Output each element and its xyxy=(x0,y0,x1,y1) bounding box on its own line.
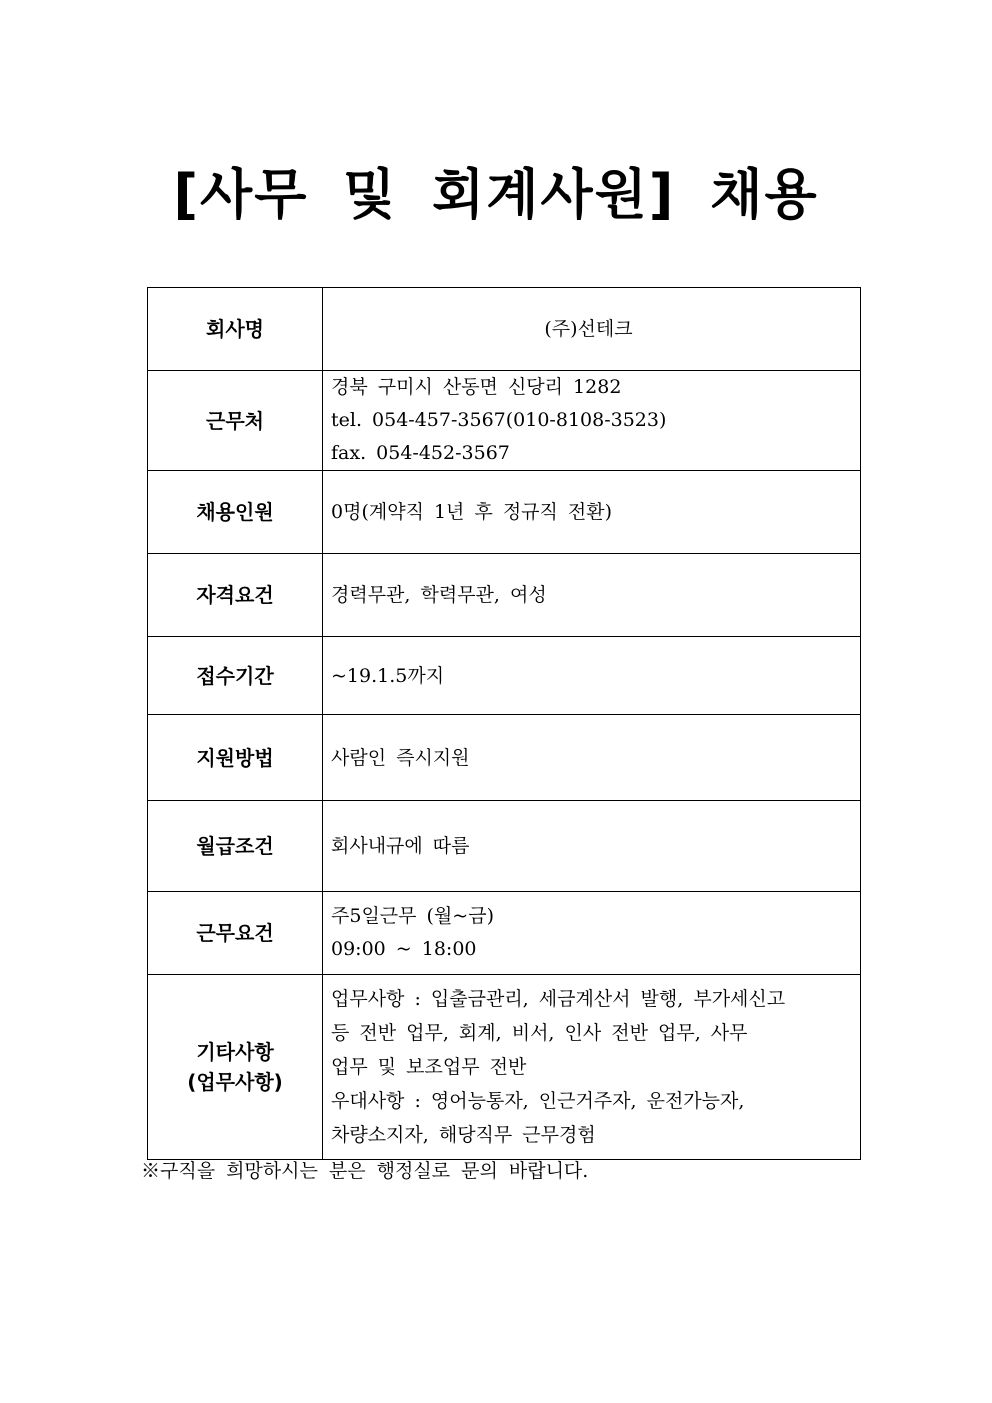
headcount-label: 채용인원 xyxy=(148,471,323,554)
salary-value: 회사내규에 따름 xyxy=(323,801,861,892)
workplace-label: 근무처 xyxy=(148,371,323,471)
company-value: (주)선테크 xyxy=(323,288,861,371)
etc-line: 업무 및 보조업무 전반 xyxy=(331,1056,527,1078)
footer-note: ※구직을 희망하시는 분은 행정실로 문의 바랍니다. xyxy=(141,1160,589,1182)
workplace-value xyxy=(323,371,861,471)
recruitment-info-table xyxy=(147,287,861,1160)
table-row-etc xyxy=(148,975,861,1160)
method-label: 지원방법 xyxy=(148,715,323,801)
qualification-value: 경력무관, 학력무관, 여성 xyxy=(323,554,861,637)
headcount-value: 0명(계약직 1년 후 정규직 전환) xyxy=(323,471,861,554)
etc-line: 등 전반 업무, 회계, 비서, 인사 전반 업무, 사무 xyxy=(331,1022,748,1044)
table-row-hours xyxy=(148,892,861,975)
salary-label: 월급조건 xyxy=(148,801,323,892)
table-row-qualification xyxy=(148,554,861,637)
table-row-salary xyxy=(148,801,861,892)
table-row-workplace xyxy=(148,371,861,471)
table-row-company xyxy=(148,288,861,371)
period-value: ~19.1.5까지 xyxy=(323,637,861,715)
etc-label-main: 기타사항 xyxy=(196,1040,274,1064)
page-title: [사무 및 회계사원] 채용 xyxy=(173,163,819,226)
hours-label: 근무요건 xyxy=(148,892,323,975)
etc-label xyxy=(148,975,323,1160)
workplace-tel: tel. 054-457-3567(010-8108-3523) xyxy=(331,409,667,431)
method-value: 사람인 즉시지원 xyxy=(323,715,861,801)
table-row-method xyxy=(148,715,861,801)
etc-value xyxy=(323,975,861,1160)
workplace-address: 경북 구미시 산동면 신당리 1282 xyxy=(331,376,622,398)
period-label: 접수기간 xyxy=(148,637,323,715)
etc-line: 우대사항 : 영어능통자, 인근거주자, 운전가능자, xyxy=(331,1090,745,1112)
table-row-period xyxy=(148,637,861,715)
table-row-headcount xyxy=(148,471,861,554)
hours-time: 09:00 ~ 18:00 xyxy=(331,938,477,960)
etc-label-sub: (업무사항) xyxy=(187,1070,283,1094)
company-label: 회사명 xyxy=(148,288,323,371)
etc-line: 차량소지자, 해당직무 근무경험 xyxy=(331,1124,596,1146)
hours-value xyxy=(323,892,861,975)
etc-line: 업무사항 : 입출금관리, 세금계산서 발행, 부가세신고 xyxy=(331,988,786,1010)
qualification-label: 자격요건 xyxy=(148,554,323,637)
hours-days: 주5일근무 (월~금) xyxy=(331,905,494,927)
workplace-fax: fax. 054-452-3567 xyxy=(331,442,510,464)
